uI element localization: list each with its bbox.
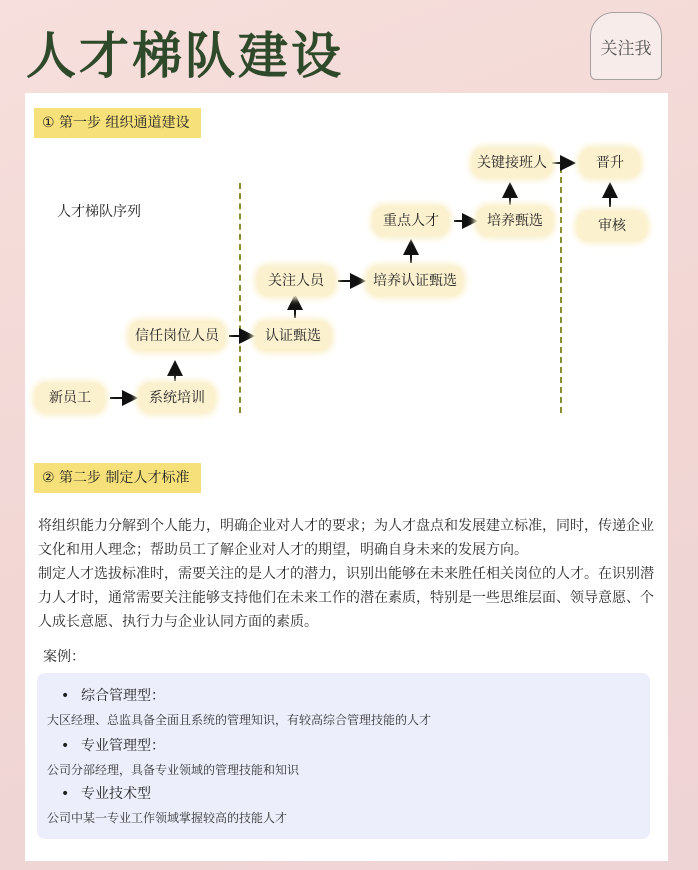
node-cert-screening: 认证甄选 [255,321,331,351]
node-key-talent: 重点人才 [373,206,449,236]
case-label: 案例： [43,649,85,665]
page-title: 人才梯队建设 [26,27,344,85]
sequence-label: 人才梯队序列 [57,204,141,220]
node-training-screening: 培养甄选 [477,206,553,236]
content-card [25,93,668,861]
node-new-employee: 新员工 [35,383,105,413]
case-3-desc: 公司中某一专业工作领域掌握较高的技能人才 [47,811,288,825]
case-3-title: • 专业技术型 [61,786,151,802]
node-trusted-staff: 信任岗位人员 [129,321,225,351]
step2-label: ② 第二步 制定人才标准 [34,463,201,493]
node-promotion: 晋升 [580,148,640,178]
node-system-training: 系统培训 [139,383,215,413]
follow-button[interactable]: 关注我 [590,12,662,80]
node-review: 审核 [577,211,647,241]
step2-paragraph-2: 制定人才选拔标准时，需要关注的是人才的潜力，识别出能够在未来胜任相关岗位的人才。在识别潜力人才时，通常需要关注能够支持他们在未来工作的潜在素质，特别是一些思维层面、领导意愿、个人成长意愿、执行力与企业认同方面的素质。 [38,566,654,630]
node-training-cert-screening: 培养认证甄选 [367,266,463,296]
step1-label: ① 第一步 组织通道建设 [34,108,201,138]
flow-arrows [25,93,668,433]
case-box [37,673,650,839]
step2-paragraph-1: 将组织能力分解到个人能力，明确企业对人才的要求；为人才盘点和发展建立标准，同时，传递企业文化和用人理念；帮助员工了解企业对人才的期望，明确自身未来的发展方向。 [38,518,654,558]
node-watch-staff: 关注人员 [257,266,335,296]
case-2-desc: 公司分部经理，具备专业领域的管理技能和知识 [47,763,300,777]
node-key-successor: 关键接班人 [472,148,552,178]
case-1-title: • 综合管理型： [61,688,165,704]
case-1-desc: 大区经理、总监具备全面且系统的管理知识，有较高综合管理技能的人才 [47,713,432,727]
case-2-title: • 专业管理型： [61,738,165,754]
